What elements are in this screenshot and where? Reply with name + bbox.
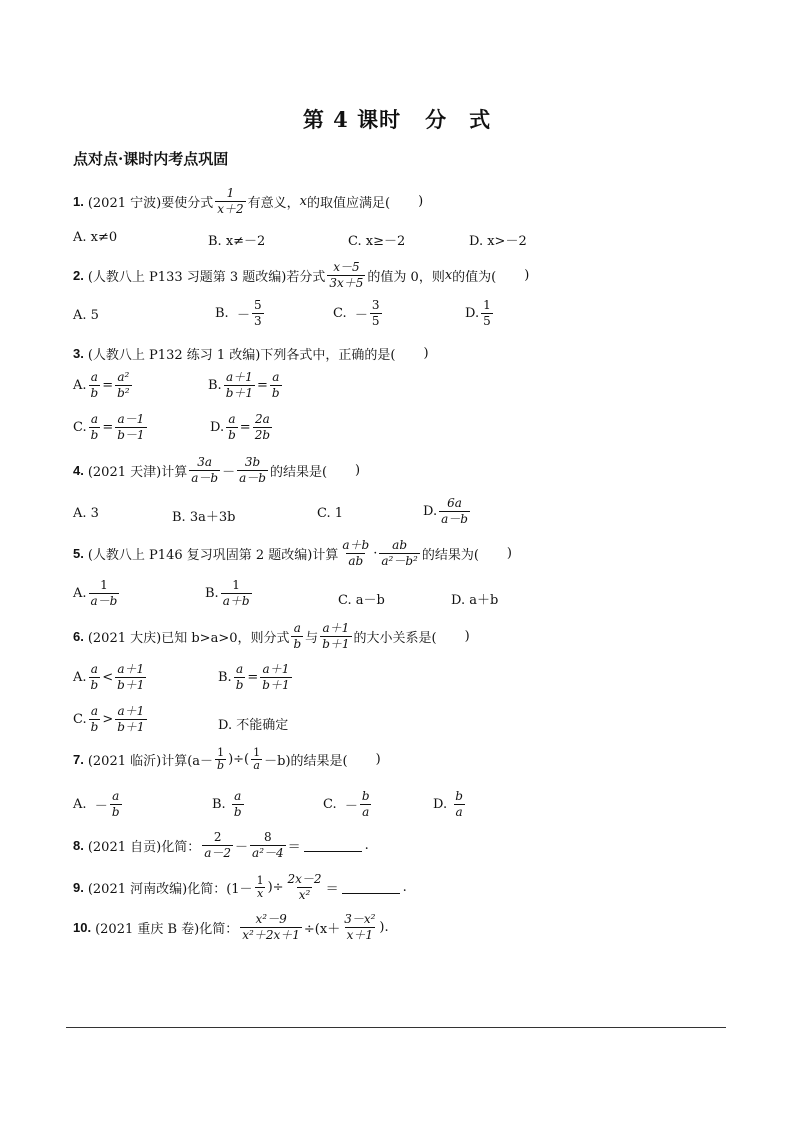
operator: = bbox=[239, 420, 251, 435]
fraction: $\frac{\text{3－x²}}{x+1}$ bbox=[344, 912, 376, 942]
question-4 bbox=[73, 455, 360, 486]
paren-close: ) bbox=[355, 463, 361, 478]
q4-option-c: C. 1 bbox=[317, 506, 344, 521]
fraction: $\frac{a}{b}$ bbox=[293, 621, 302, 651]
question-text: )÷( bbox=[228, 752, 250, 767]
fraction: $\frac{5}{3}$ bbox=[253, 298, 262, 328]
question-text: 要使分式 bbox=[161, 196, 214, 211]
question-source: (2021 自贡) bbox=[87, 840, 162, 855]
q6-option-c bbox=[73, 704, 149, 735]
question-5 bbox=[73, 538, 512, 569]
fraction: $\frac{1}{a-b}$ bbox=[90, 578, 118, 608]
q3-option-b bbox=[208, 370, 284, 401]
q1-option-c: C. x≥－2 bbox=[348, 234, 406, 249]
question-number: 8. bbox=[73, 838, 84, 853]
question-text: ). bbox=[379, 920, 389, 935]
page-title bbox=[0, 104, 794, 134]
fraction: $\frac{x-5}{3x+5}$ bbox=[329, 260, 364, 290]
question-text: )÷ bbox=[267, 880, 284, 895]
paren-close: ) bbox=[506, 546, 512, 561]
fraction: $\frac{3b}{a-b}$ bbox=[239, 455, 266, 485]
question-text: 计算(a－ bbox=[161, 754, 214, 769]
question-text: 化简： bbox=[199, 922, 239, 937]
q7-option-c bbox=[323, 789, 374, 820]
fraction: $\frac{3}{5}$ bbox=[371, 298, 380, 328]
fraction: $\frac{a+b}{ab}$ bbox=[342, 538, 370, 568]
q2-option-a: A. 5 bbox=[73, 308, 99, 323]
option-sign: － bbox=[354, 308, 368, 323]
fraction: $\frac{8}{\text{a²－4}}$ bbox=[252, 830, 284, 860]
fraction: $\frac{1}{x}$ bbox=[256, 874, 264, 900]
option-label: D. bbox=[433, 797, 448, 812]
operator: = bbox=[102, 420, 114, 435]
question-number: 4. bbox=[73, 463, 84, 478]
question-3 bbox=[73, 344, 429, 363]
q2-option-d bbox=[465, 298, 495, 329]
fraction: $\frac{a+1}{b+1}$ bbox=[322, 621, 350, 651]
q6-option-b bbox=[218, 662, 294, 693]
title-sub: 分 式 bbox=[425, 107, 492, 132]
q6-option-d: D. 不能确定 bbox=[218, 718, 289, 733]
question-end: . bbox=[402, 880, 407, 895]
question-number: 2. bbox=[73, 268, 84, 283]
operator: ＝ bbox=[287, 840, 301, 855]
q1-option-d: D. x>－2 bbox=[469, 234, 527, 249]
q5-option-c: C. a－b bbox=[338, 593, 385, 608]
option-label: B. bbox=[205, 586, 219, 601]
question-2 bbox=[73, 260, 529, 291]
q4-option-d bbox=[423, 496, 472, 527]
operator: · bbox=[373, 546, 378, 561]
option-label: B. bbox=[212, 797, 226, 812]
option-sign: － bbox=[344, 799, 358, 814]
option-label: D. bbox=[423, 504, 438, 519]
q6-option-a bbox=[73, 662, 148, 693]
option-label: D. bbox=[210, 420, 225, 435]
q3-option-d bbox=[210, 412, 274, 443]
question-number: 3. bbox=[73, 346, 84, 361]
question-1 bbox=[73, 186, 423, 217]
q2-option-c bbox=[333, 298, 384, 329]
q5-option-d: D. a＋b bbox=[451, 593, 499, 608]
fraction: $\frac{ab}{\text{a²－b²}}$ bbox=[381, 538, 418, 568]
question-source: (2021 大庆) bbox=[87, 631, 162, 646]
question-text: 已知 b>a>0，则分式 bbox=[161, 631, 290, 646]
fraction: $\frac{a}{b}$ bbox=[90, 412, 99, 442]
fraction: $\frac{6a}{a-b}$ bbox=[441, 496, 468, 526]
fraction: $\frac{1}{a}$ bbox=[253, 746, 261, 772]
fraction: $\frac{a+1}{b+1}$ bbox=[225, 370, 254, 400]
fraction: $\frac{a}{b}$ bbox=[228, 412, 236, 442]
operator: < bbox=[102, 670, 114, 685]
option-label: B. bbox=[218, 670, 232, 685]
q7-option-a bbox=[73, 789, 124, 820]
paren-close: ) bbox=[418, 194, 424, 209]
question-9 bbox=[73, 872, 407, 903]
question-number: 10. bbox=[73, 920, 92, 935]
question-source: (2021 河南改编) bbox=[87, 882, 188, 897]
option-label: B. bbox=[215, 306, 229, 321]
fraction: $\frac{\text{x²－9}}{\text{x²＋2x＋1}}$ bbox=[242, 912, 300, 942]
answer-blank[interactable] bbox=[304, 839, 362, 852]
question-source: (人教八上 P133 习题第 3 题改编) bbox=[87, 270, 287, 285]
question-number: 5. bbox=[73, 546, 84, 561]
question-number: 6. bbox=[73, 629, 84, 644]
operator: － bbox=[235, 840, 249, 855]
question-source: (2021 宁波) bbox=[87, 196, 162, 211]
q2-option-b bbox=[215, 298, 266, 329]
q4-option-a: A. 3 bbox=[73, 506, 99, 521]
question-end: . bbox=[364, 838, 369, 853]
question-source: (2021 重庆 B 卷) bbox=[95, 922, 200, 937]
question-text: 下列各式中，正确的是( bbox=[260, 348, 396, 363]
question-source: (人教八上 P146 复习巩固第 2 题改编) bbox=[87, 548, 313, 563]
fraction: $\frac{1}{x+2}$ bbox=[217, 186, 244, 216]
footer-divider bbox=[66, 1027, 726, 1028]
fraction: $\frac{b}{a}$ bbox=[455, 789, 463, 819]
question-text: 的结果为( bbox=[421, 548, 479, 563]
question-text: －b)的结果是( bbox=[264, 754, 348, 769]
q7-option-b bbox=[212, 789, 246, 820]
fraction: $\frac{1}{b}$ bbox=[217, 746, 225, 772]
option-label: C. bbox=[323, 797, 337, 812]
operator: > bbox=[102, 712, 114, 727]
q5-option-b bbox=[205, 578, 254, 609]
fraction: $\frac{a-1}{b-1}$ bbox=[117, 412, 145, 442]
variable: x bbox=[299, 194, 307, 209]
fraction: $\frac{a+1}{b+1}$ bbox=[117, 662, 145, 692]
question-text: 的取值应满足( bbox=[307, 196, 391, 211]
question-text: 化简：(1－ bbox=[187, 882, 253, 897]
fraction: $\frac{1}{5}$ bbox=[483, 298, 491, 328]
fraction: $\frac{a}{b}$ bbox=[235, 662, 244, 692]
question-10 bbox=[73, 912, 389, 943]
title-main: 第 4 课时 bbox=[302, 107, 402, 132]
answer-blank[interactable] bbox=[342, 881, 400, 894]
fraction: $\frac{\text{a²}}{\text{b²}}$ bbox=[117, 370, 130, 400]
question-7 bbox=[73, 747, 381, 772]
operator: － bbox=[222, 465, 236, 480]
question-text: 的大小关系是( bbox=[353, 631, 437, 646]
option-label: A. bbox=[73, 670, 87, 685]
operator: = bbox=[102, 378, 114, 393]
option-label: A. bbox=[73, 797, 87, 812]
fraction: $\frac{a}{b}$ bbox=[111, 789, 120, 819]
q5-option-a bbox=[73, 578, 121, 609]
operator: = bbox=[247, 670, 259, 685]
section-heading: 点对点·课时内考点巩固 bbox=[73, 150, 229, 168]
fraction: $\frac{a}{b}$ bbox=[233, 789, 242, 819]
question-text: 的值为 0，则 bbox=[367, 270, 445, 285]
paren-close: ) bbox=[423, 346, 429, 361]
option-label: A. bbox=[73, 586, 87, 601]
fraction: $\frac{b}{a}$ bbox=[361, 789, 370, 819]
question-6 bbox=[73, 621, 470, 652]
fraction: $\frac{3a}{a-b}$ bbox=[191, 455, 219, 485]
question-text: 有意义， bbox=[247, 196, 300, 211]
paren-close: ) bbox=[464, 629, 470, 644]
question-text: 的值为( bbox=[452, 270, 497, 285]
q3-option-a bbox=[73, 370, 134, 401]
question-text: 计算 bbox=[161, 465, 188, 480]
fraction: $\frac{1}{a+b}$ bbox=[222, 578, 250, 608]
question-number: 9. bbox=[73, 880, 84, 895]
question-number: 1. bbox=[73, 194, 84, 209]
question-source: (2021 临沂) bbox=[87, 754, 162, 769]
fraction: $\frac{a+1}{b+1}$ bbox=[117, 704, 145, 734]
option-label: A. bbox=[73, 378, 87, 393]
option-label: D. bbox=[465, 306, 480, 321]
fraction: $\frac{2a}{2b}$ bbox=[254, 412, 271, 442]
fraction: $\frac{2x-2}{\text{x²}}$ bbox=[287, 872, 322, 902]
option-label: C. bbox=[333, 306, 347, 321]
fraction: $\frac{a}{b}$ bbox=[90, 704, 99, 734]
question-text: ÷(x＋ bbox=[303, 922, 341, 937]
q1-option-b: B. x≠－2 bbox=[208, 234, 266, 249]
operator: = bbox=[257, 378, 268, 393]
paren-close: ) bbox=[375, 752, 381, 767]
question-text: 化简： bbox=[161, 840, 201, 855]
question-text: 若分式 bbox=[286, 270, 326, 285]
question-8 bbox=[73, 830, 369, 861]
operator: 与 bbox=[305, 631, 319, 646]
question-source: (人教八上 P132 练习 1 改编) bbox=[87, 348, 261, 363]
q1-option-a: A. x≠0 bbox=[73, 230, 118, 245]
question-text: 的结果是( bbox=[269, 465, 328, 480]
q3-option-c bbox=[73, 412, 149, 443]
variable: x bbox=[444, 268, 453, 283]
question-text: 计算 bbox=[312, 548, 339, 563]
q4-option-b: B. 3a＋3b bbox=[172, 510, 236, 525]
question-number: 7. bbox=[73, 752, 84, 767]
option-sign: － bbox=[94, 799, 108, 814]
fraction: $\frac{a}{b}$ bbox=[90, 662, 99, 692]
fraction: $\frac{a}{b}$ bbox=[90, 370, 99, 400]
fraction: $\frac{a+1}{b+1}$ bbox=[262, 662, 290, 692]
operator: ＝ bbox=[325, 882, 339, 897]
q7-option-d bbox=[433, 789, 467, 820]
option-label: B. bbox=[208, 378, 222, 393]
option-label: C. bbox=[73, 420, 87, 435]
fraction: $\frac{a}{b}$ bbox=[271, 370, 280, 400]
fraction: $\frac{2}{a-2}$ bbox=[204, 830, 232, 860]
option-sign: － bbox=[236, 308, 250, 323]
question-source: (2021 天津) bbox=[87, 465, 162, 480]
paren-close: ) bbox=[524, 268, 530, 283]
option-label: C. bbox=[73, 712, 87, 727]
